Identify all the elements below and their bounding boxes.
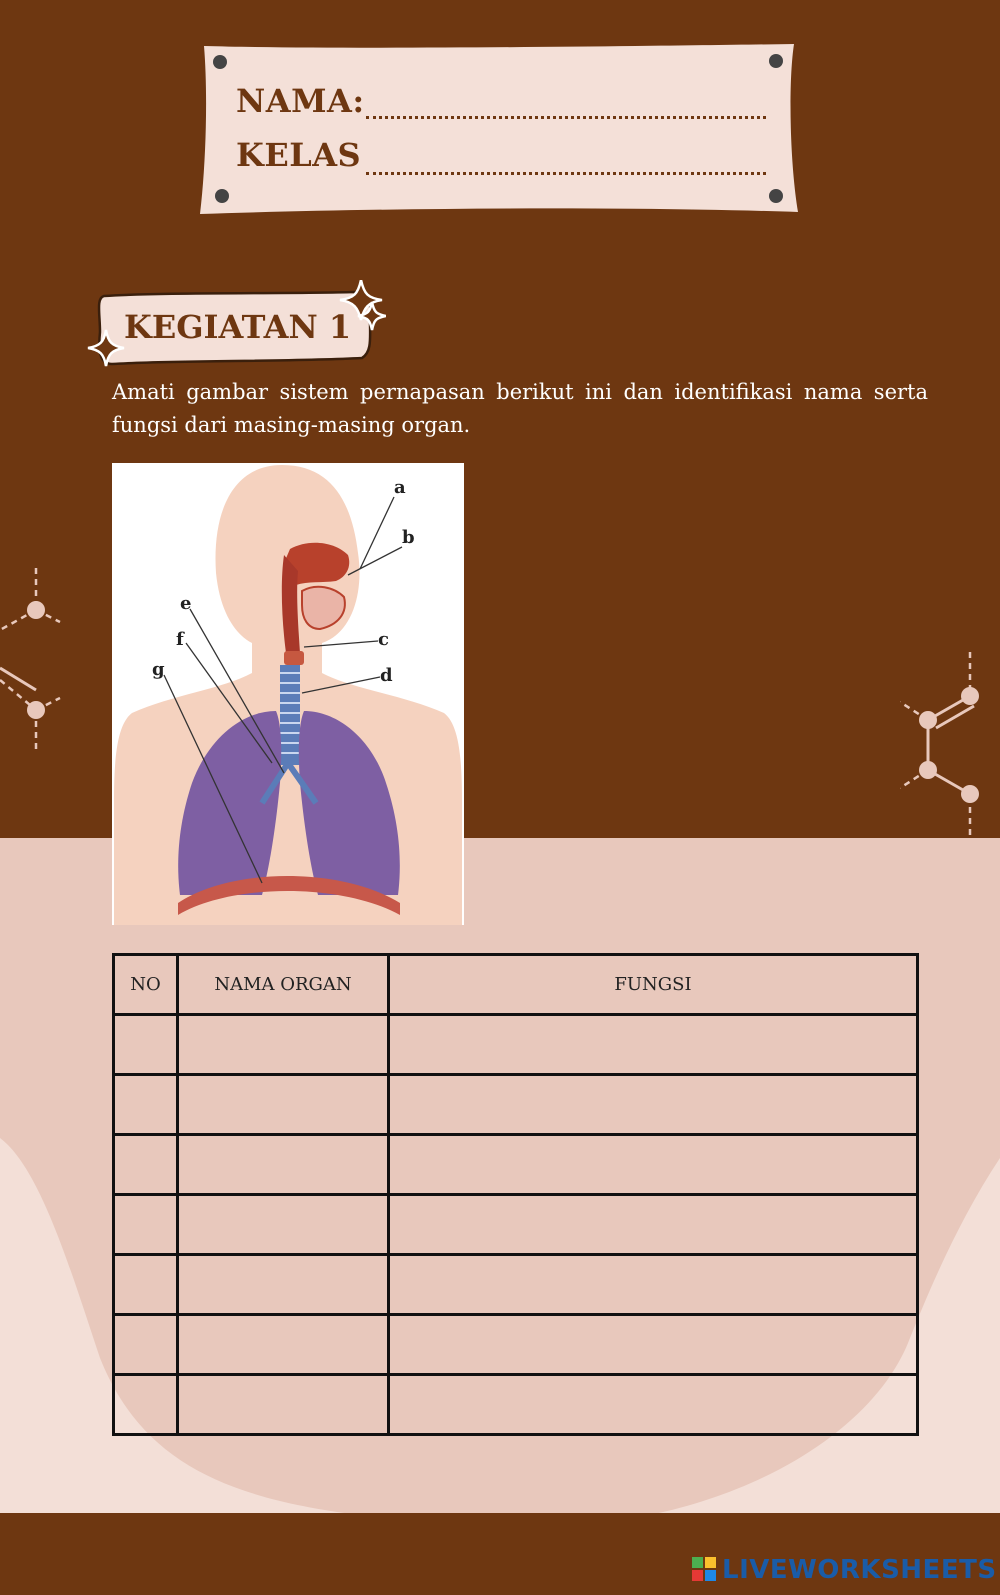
larynx <box>284 651 304 665</box>
cell-fungsi[interactable] <box>389 1255 918 1315</box>
kelas-label: KELAS <box>236 136 362 174</box>
table-row <box>114 1135 918 1195</box>
cell-no[interactable] <box>114 1075 178 1135</box>
cell-nama-organ[interactable] <box>178 1315 389 1375</box>
cell-no[interactable] <box>114 1015 178 1075</box>
table-row <box>114 1255 918 1315</box>
diagram-label-d: d <box>380 665 393 686</box>
table-row <box>114 1315 918 1375</box>
header-fungsi: FUNGSI <box>389 955 918 1015</box>
cell-fungsi[interactable] <box>389 1375 918 1435</box>
diagram-label-f: f <box>176 629 184 650</box>
cell-no[interactable] <box>114 1135 178 1195</box>
nama-label: NAMA: <box>236 82 365 120</box>
organ-table <box>112 953 919 1436</box>
identity-card <box>200 44 798 214</box>
cell-no[interactable] <box>114 1255 178 1315</box>
kegiatan-badge <box>86 280 386 372</box>
cell-no[interactable] <box>114 1195 178 1255</box>
kegiatan-title: KEGIATAN 1 <box>124 308 352 346</box>
cell-fungsi[interactable] <box>389 1195 918 1255</box>
molecule-decoration-left <box>0 560 70 760</box>
cell-no[interactable] <box>114 1315 178 1375</box>
cell-nama-organ[interactable] <box>178 1075 389 1135</box>
header-nama-organ: NAMA ORGAN <box>178 955 389 1015</box>
respiratory-illustration <box>112 463 464 925</box>
instruction-text: Amati gambar sistem pernapasan berikut ini dan identifikasi nama serta fungsi dari masing-masing organ. <box>112 380 928 437</box>
table-row <box>114 1375 918 1435</box>
cell-nama-organ[interactable] <box>178 1135 389 1195</box>
header-no: NO <box>114 955 178 1015</box>
table-header-row <box>114 955 918 1015</box>
cell-fungsi[interactable] <box>389 1015 918 1075</box>
table-row <box>114 1015 918 1075</box>
cell-fungsi[interactable] <box>389 1135 918 1195</box>
organ-table-container <box>112 953 916 1436</box>
liveworksheets-logo <box>692 1555 997 1585</box>
trachea <box>280 665 300 765</box>
cell-no[interactable] <box>114 1375 178 1435</box>
diagram-label-g: g <box>152 659 165 680</box>
table-row <box>114 1195 918 1255</box>
nama-field[interactable] <box>366 116 766 119</box>
logo-icon <box>692 1557 718 1583</box>
logo-text: LIVEWORKSHEETS <box>722 1555 997 1585</box>
cell-nama-organ[interactable] <box>178 1255 389 1315</box>
diagram-label-e: e <box>180 593 192 614</box>
table-row <box>114 1075 918 1135</box>
cell-fungsi[interactable] <box>389 1075 918 1135</box>
cell-nama-organ[interactable] <box>178 1015 389 1075</box>
molecule-decoration-right <box>900 650 1000 840</box>
diagram-label-b: b <box>402 527 415 548</box>
diagram-label-c: c <box>378 629 389 650</box>
cell-nama-organ[interactable] <box>178 1195 389 1255</box>
diagram-label-a: a <box>394 477 406 498</box>
respiratory-diagram <box>112 463 464 925</box>
kelas-field[interactable] <box>366 172 766 175</box>
cell-fungsi[interactable] <box>389 1315 918 1375</box>
cell-nama-organ[interactable] <box>178 1375 389 1435</box>
card-shape <box>200 44 798 214</box>
